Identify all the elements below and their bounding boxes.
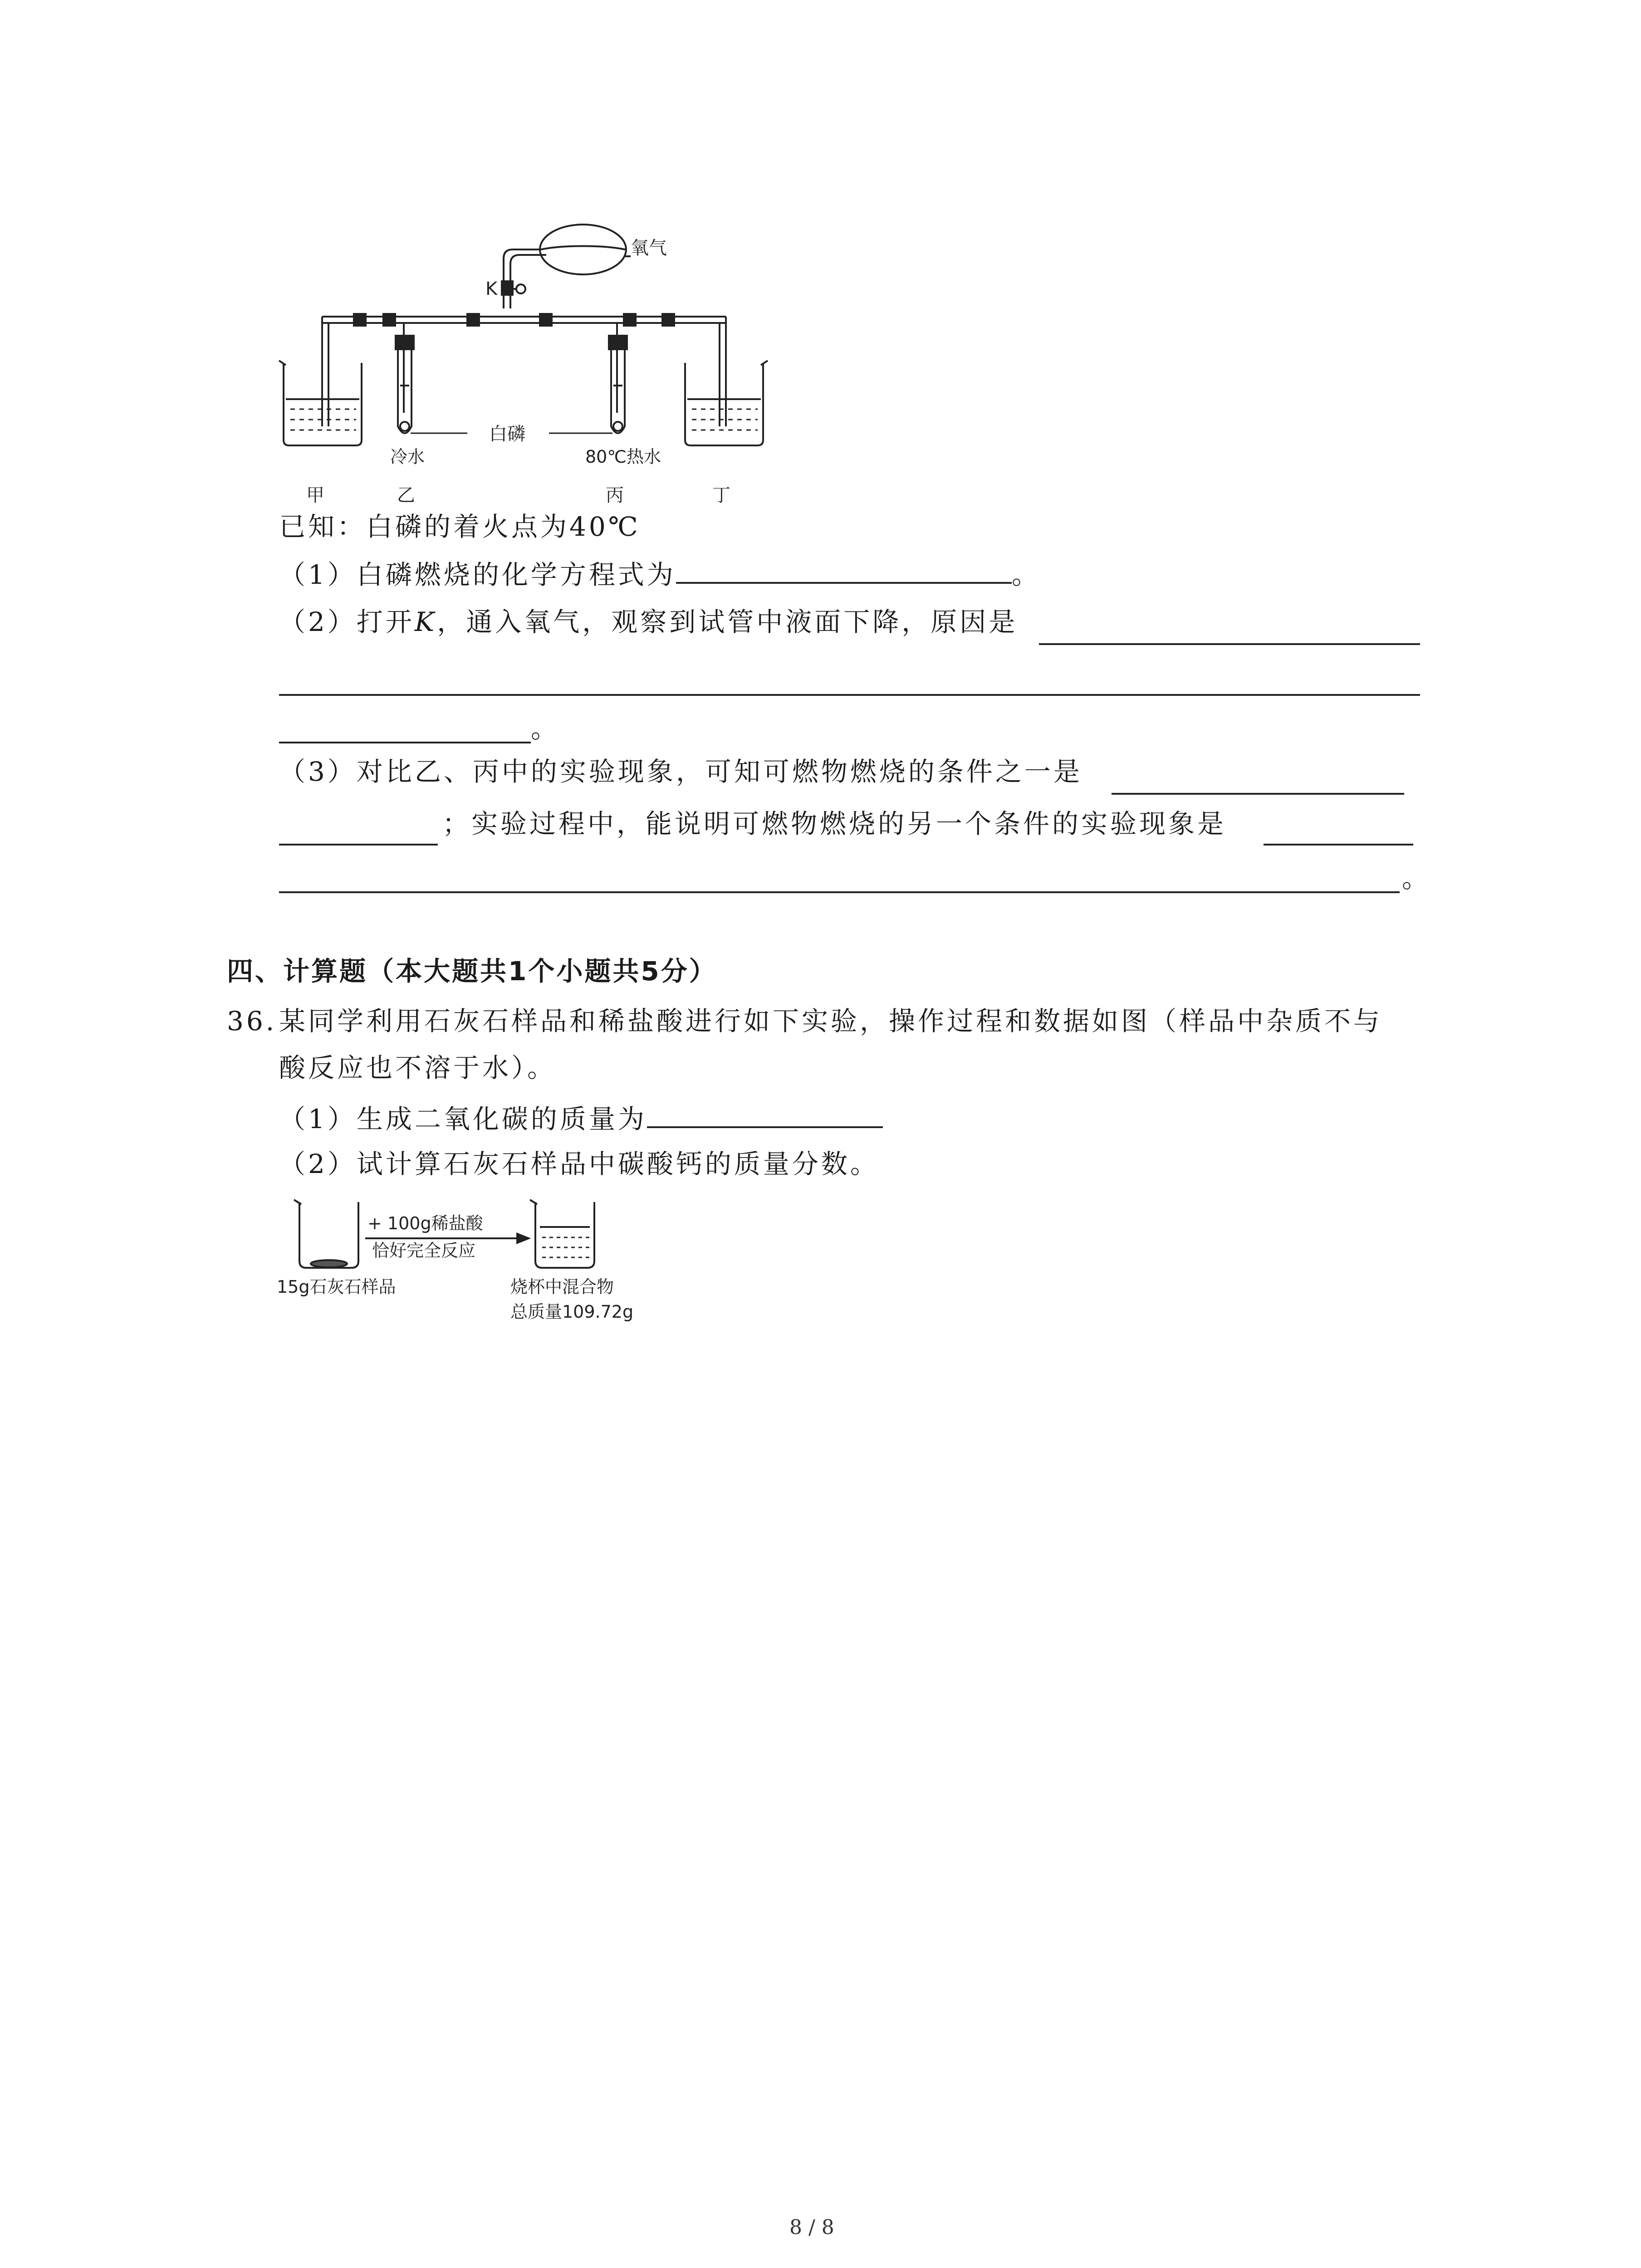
q35-part3-answer-line-4[interactable] xyxy=(279,891,1400,893)
q35-part2-end: 。 xyxy=(531,713,560,744)
q35-part3-line1 xyxy=(279,755,1083,788)
apparatus-diagram xyxy=(272,213,771,513)
q35-part1-text: （1）白磷燃烧的化学方程式为 xyxy=(279,559,676,590)
oxygen-label: 氧气 xyxy=(631,238,667,259)
q35-part1-end: 。 xyxy=(1011,559,1041,590)
q35-part2-answer-line-3[interactable] xyxy=(279,742,531,743)
q35-part2-text-b: ，通入氧气，观察到试管中液面下降，原因是 xyxy=(437,606,1018,637)
q36-part1 xyxy=(279,1100,883,1135)
known-fact: 已知：白磷的着火点为40℃ xyxy=(279,511,641,542)
sample-caption: 15g石灰石样品 xyxy=(277,1277,396,1297)
beaker-label-jia: 甲 xyxy=(306,485,324,506)
mixture-caption-1: 烧杯中混合物 xyxy=(510,1277,614,1297)
q35-part3-answer-line-2[interactable] xyxy=(279,844,438,846)
q35-part1 xyxy=(279,556,1041,591)
q36-part1-answer-blank[interactable] xyxy=(647,1100,883,1128)
cold-water-label: 冷水 xyxy=(390,447,425,467)
oxygen-bag xyxy=(540,225,626,274)
q35-part3-line2: ；实验过程中，能说明可燃物燃烧的另一个条件的实验现象是 xyxy=(442,808,1227,839)
reaction-figure xyxy=(272,1193,635,1329)
beaker-label-yi: 乙 xyxy=(397,485,415,506)
reagent-label: + 100g稀盐酸 xyxy=(367,1213,483,1233)
q36-stem-line1: 某同学利用石灰石样品和稀盐酸进行如下实验，操作过程和数据如图（样品中杂质不与 xyxy=(279,1006,1383,1036)
q35-part3-answer-line-1[interactable] xyxy=(1112,793,1404,795)
q35-part3-end: 。 xyxy=(1402,863,1431,894)
q35-part2-answer-line-2[interactable] xyxy=(279,694,1420,696)
left-beaker xyxy=(299,1202,358,1268)
hot-water-label: 80℃热水 xyxy=(585,447,661,467)
q36-stem-line2: 酸反应也不溶于水）。 xyxy=(279,1052,557,1083)
mixture-caption-2: 总质量109.72g xyxy=(510,1302,634,1322)
page-number: 8 / 8 xyxy=(789,2216,834,2239)
q35-part3-text: （3）对比乙、丙中的实验现象，可知可燃物燃烧的条件之一是 xyxy=(279,756,1083,787)
q35-part2-answer-line-1[interactable] xyxy=(1039,643,1420,645)
beaker-label-ding: 丁 xyxy=(712,485,730,506)
beaker-label-bing: 丙 xyxy=(606,485,624,506)
q35-part2-text-a: （2）打开 xyxy=(279,606,415,637)
reaction-diagram xyxy=(272,1193,635,1329)
q36-part1-text: （1）生成二氧化碳的质量为 xyxy=(279,1104,647,1134)
white-phosphorus-label: 白磷 xyxy=(489,424,525,445)
apparatus-figure xyxy=(272,213,771,513)
q35-part1-answer-blank[interactable] xyxy=(676,556,1012,584)
beaker-ding xyxy=(685,363,763,445)
q35-part3-answer-line-3[interactable] xyxy=(1264,844,1413,846)
valve-label: K xyxy=(485,279,498,299)
valve-k xyxy=(502,281,513,295)
q36-number: 36. xyxy=(227,1006,277,1036)
reaction-condition-label: 恰好完全反应 xyxy=(372,1241,476,1261)
section-4-heading: 四、计算题（本大题共1个小题共5分） xyxy=(227,956,717,987)
q35-part2-k: K xyxy=(414,606,437,637)
q35-part2 xyxy=(279,606,1018,638)
q36-part2: （2）试计算石灰石样品中碳酸钙的质量分数。 xyxy=(279,1149,879,1179)
